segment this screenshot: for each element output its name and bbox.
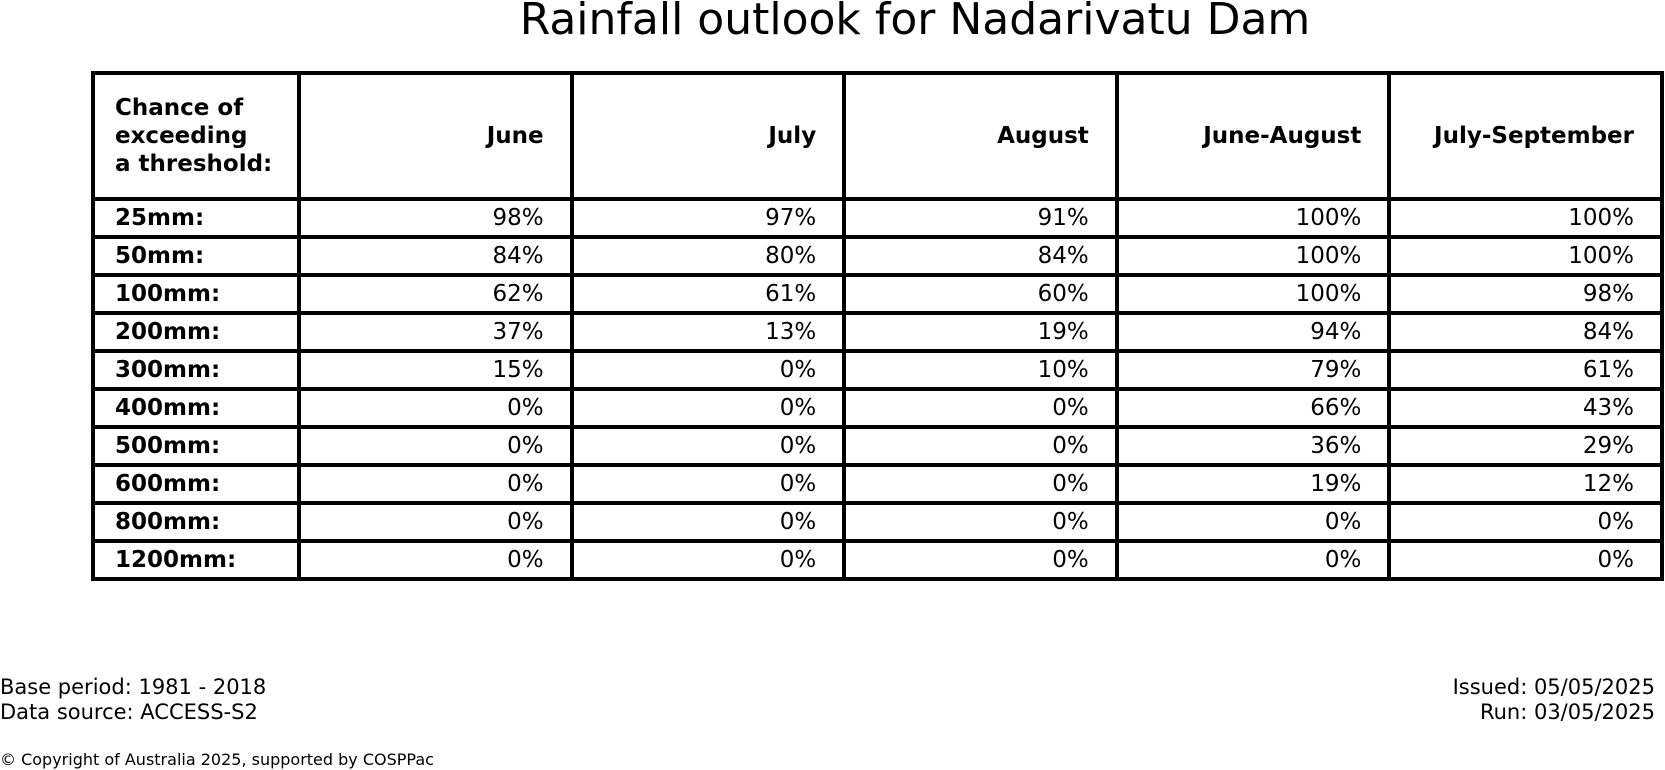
header-row	[93, 73, 1662, 199]
probability-cell: 0%	[299, 427, 572, 465]
probability-cell: 0%	[1117, 503, 1390, 541]
probability-cell: 0%	[1117, 541, 1390, 579]
probability-cell: 0%	[299, 465, 572, 503]
probability-cell: 0%	[572, 541, 845, 579]
probability-cell: 0%	[844, 389, 1117, 427]
issued-date: Issued: 05/05/2025	[1452, 675, 1655, 699]
probability-cell: 66%	[1117, 389, 1390, 427]
corner-header	[93, 73, 299, 199]
footer-right	[1453, 675, 1655, 725]
table-row	[93, 465, 1662, 503]
probability-cell: 97%	[572, 199, 845, 237]
probability-cell: 12%	[1389, 465, 1662, 503]
probability-cell: 100%	[1117, 237, 1390, 275]
run-date: Run: 03/05/2025	[1479, 700, 1655, 724]
threshold-label: 800mm:	[93, 503, 299, 541]
rainfall-outlook-table	[91, 71, 1664, 581]
probability-cell: 0%	[844, 427, 1117, 465]
probability-cell: 0%	[572, 427, 845, 465]
probability-cell: 100%	[1117, 199, 1390, 237]
probability-cell: 0%	[299, 541, 572, 579]
probability-cell: 98%	[1389, 275, 1662, 313]
table-row	[93, 313, 1662, 351]
threshold-label: 200mm:	[93, 313, 299, 351]
probability-cell: 13%	[572, 313, 845, 351]
probability-cell: 98%	[299, 199, 572, 237]
column-header: August	[844, 73, 1117, 199]
table-row	[93, 427, 1662, 465]
probability-cell: 60%	[844, 275, 1117, 313]
probability-cell: 84%	[1389, 313, 1662, 351]
table-row	[93, 541, 1662, 579]
corner-header-line: Chance of	[115, 95, 244, 121]
probability-cell: 0%	[572, 465, 845, 503]
threshold-label: 1200mm:	[93, 541, 299, 579]
probability-cell: 0%	[1389, 503, 1662, 541]
probability-cell: 62%	[299, 275, 572, 313]
chart-title: Rainfall outlook for Nadarivatu Dam	[519, 0, 1311, 45]
probability-cell: 0%	[572, 351, 845, 389]
threshold-label: 100mm:	[93, 275, 299, 313]
probability-cell: 0%	[572, 389, 845, 427]
column-header: June	[299, 73, 572, 199]
threshold-label: 600mm:	[93, 465, 299, 503]
probability-cell: 36%	[1117, 427, 1390, 465]
table-body	[93, 199, 1662, 579]
probability-cell: 79%	[1117, 351, 1390, 389]
probability-cell: 19%	[844, 313, 1117, 351]
probability-cell: 0%	[1389, 541, 1662, 579]
probability-cell: 37%	[299, 313, 572, 351]
threshold-label: 500mm:	[93, 427, 299, 465]
probability-cell: 61%	[1389, 351, 1662, 389]
threshold-label: 400mm:	[93, 389, 299, 427]
threshold-label: 300mm:	[93, 351, 299, 389]
probability-cell: 29%	[1389, 427, 1662, 465]
threshold-label: 50mm:	[93, 237, 299, 275]
probability-cell: 94%	[1117, 313, 1390, 351]
probability-cell: 100%	[1389, 237, 1662, 275]
probability-cell: 80%	[572, 237, 845, 275]
probability-cell: 0%	[572, 503, 845, 541]
copyright-notice: © Copyright of Australia 2025, supported by COSPPac	[0, 750, 434, 769]
threshold-label: 25mm:	[93, 199, 299, 237]
probability-cell: 43%	[1389, 389, 1662, 427]
probability-cell: 15%	[299, 351, 572, 389]
corner-header-line: exceeding	[115, 123, 248, 149]
column-header: June-August	[1117, 73, 1390, 199]
table-row	[93, 199, 1662, 237]
probability-cell: 100%	[1117, 275, 1390, 313]
probability-cell: 0%	[299, 503, 572, 541]
probability-cell: 10%	[844, 351, 1117, 389]
data-source: Data source: ACCESS-S2	[0, 700, 258, 724]
probability-cell: 84%	[299, 237, 572, 275]
probability-cell: 19%	[1117, 465, 1390, 503]
corner-header-line: a threshold:	[115, 151, 273, 177]
table-row	[93, 503, 1662, 541]
probability-cell: 0%	[844, 465, 1117, 503]
probability-cell: 0%	[299, 389, 572, 427]
probability-cell: 0%	[844, 541, 1117, 579]
probability-cell: 61%	[572, 275, 845, 313]
column-header: July	[572, 73, 845, 199]
column-header: July-September	[1389, 73, 1662, 199]
table-row	[93, 351, 1662, 389]
table-row	[93, 237, 1662, 275]
table-row	[93, 389, 1662, 427]
table-row	[93, 275, 1662, 313]
probability-cell: 91%	[844, 199, 1117, 237]
probability-cell: 0%	[844, 503, 1117, 541]
probability-cell: 84%	[844, 237, 1117, 275]
footer-left	[0, 675, 266, 725]
probability-cell: 100%	[1389, 199, 1662, 237]
base-period: Base period: 1981 - 2018	[0, 675, 267, 699]
